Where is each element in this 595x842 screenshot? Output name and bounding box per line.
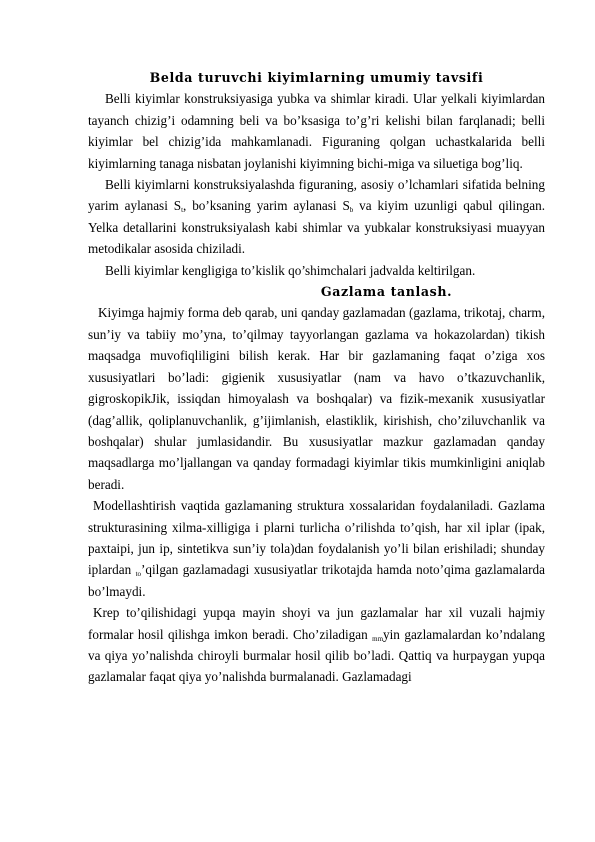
subscript: t	[181, 206, 184, 215]
section-title-garment-description: Belda turuvchi kiyimlarning umumiy tavsifi	[149, 70, 484, 85]
subscript: mm	[372, 634, 384, 643]
paragraph-text: va kiyim uzunligi qabul qilingan. Yelka detallarini konstruksiyalash kabi shimlar va yubkalar konstruksiyasi muayyan metodikalar asosida chiziladi.	[88, 198, 545, 257]
paragraph-belt-garments-intro: Belli kiyimlar konstruksiyasiga yubka va shimlar kiradi. Ular yelkali kiyimlardan tayanch chizig’i odamning beli va bo’ksasiga to’g’ri kelishi bilan farqlanadi; belli kiyimlar bel chizig’ida mahkamlanadi. Figuraning qolgan uchastkalarida belli kiyimlarning tanaga nisbatan joylanishi kiyimning bichi-miga va siluetiga bog’liq.	[88, 91, 545, 171]
paragraph-crepe-fabrics	[88, 602, 545, 688]
paragraph-text: ’qilgan gazlamadagi xususiyatlar trikotajda hamda noto’qima gazlamalarda bo’lmaydi.	[88, 562, 545, 599]
document-body	[88, 64, 545, 688]
paragraph-text: Belli kiyimlarni konstruksiyalashda figuraning, asosiy o’lchamlari sifatida belning yarim aylanasi S	[88, 177, 545, 214]
paragraph-text: Modellashtirish vaqtida gazlamaning struktura xossalaridan foydalaniladi. Gazlama strukturasining xilma-xilligiga i plarni turlicha o’rilishda to’qish, har xil iplar (ipak, paxtaipi, jun ip, sintetikva sun’iy tola)dan foydalanish yo’li bilan erishiladi; shunday iplardan	[88, 498, 545, 578]
paragraph-text: , bo’ksaning yarim aylanasi S	[183, 198, 350, 214]
subscript: to	[135, 570, 142, 579]
section-title-fabric-selection: Gazlama tanlash.	[320, 284, 453, 300]
paragraph-text: yin gazlamalardan ko’ndalang va qiya yo’nalishda chiroyli burmalar hosil qilib bo’ladi. Qattiq va hurpaygan yupqa gazlamalar faqat qiya yo’nalishda burmalanadi. Gazlamadagi	[88, 626, 545, 685]
subscript: b	[349, 206, 354, 215]
paragraph-table-reference: Belli kiyimlar kengligiga to’kislik qo’shimchalari jadvalda keltirilgan.	[105, 262, 476, 278]
paragraph-fabric-properties: Kiyimga hajmiy forma deb qarab, uni qanday gazlamadan (gazlama, trikotaj, charm, sun’iy va tabiiy mo’yna, to’qilmay tayyorlangan gazlama va hokazolardan) tikish maqsadga muvofiqliligini bilish kerak. Har bir gazlamaning faqat o’ziga xos xususiyatlari bo’ladi: gigienik xususiyatlar (nam va havo o’tkazuvchanlik, gigroskopikJik, issiqdan himoyalash va boshqalar) va fizik-mexanik xususiyatlar (dag’allik, qoliplanuvchanlik, g’ijimlanish, elastiklik, kirishish, cho’ziluvchanlik va boshqalar) shular jumlasidandir. Bu xususiyatlar mazkur gazlamadan qanday maqsadlarga mo’ljallangan va qanday formadagi kiyimlar tikis mumkinligini aniqlab beradi.	[88, 305, 545, 492]
paragraph-fabric-structure	[88, 495, 545, 602]
paragraph-construction-measurements	[88, 174, 545, 260]
paragraph-text: Krep to’qilishidagi yupqa mayin shoyi va jun gazlamalar har xil vuzali hajmiy formalar hosil qilishga imkon beradi. Cho’ziladigan	[88, 605, 545, 642]
